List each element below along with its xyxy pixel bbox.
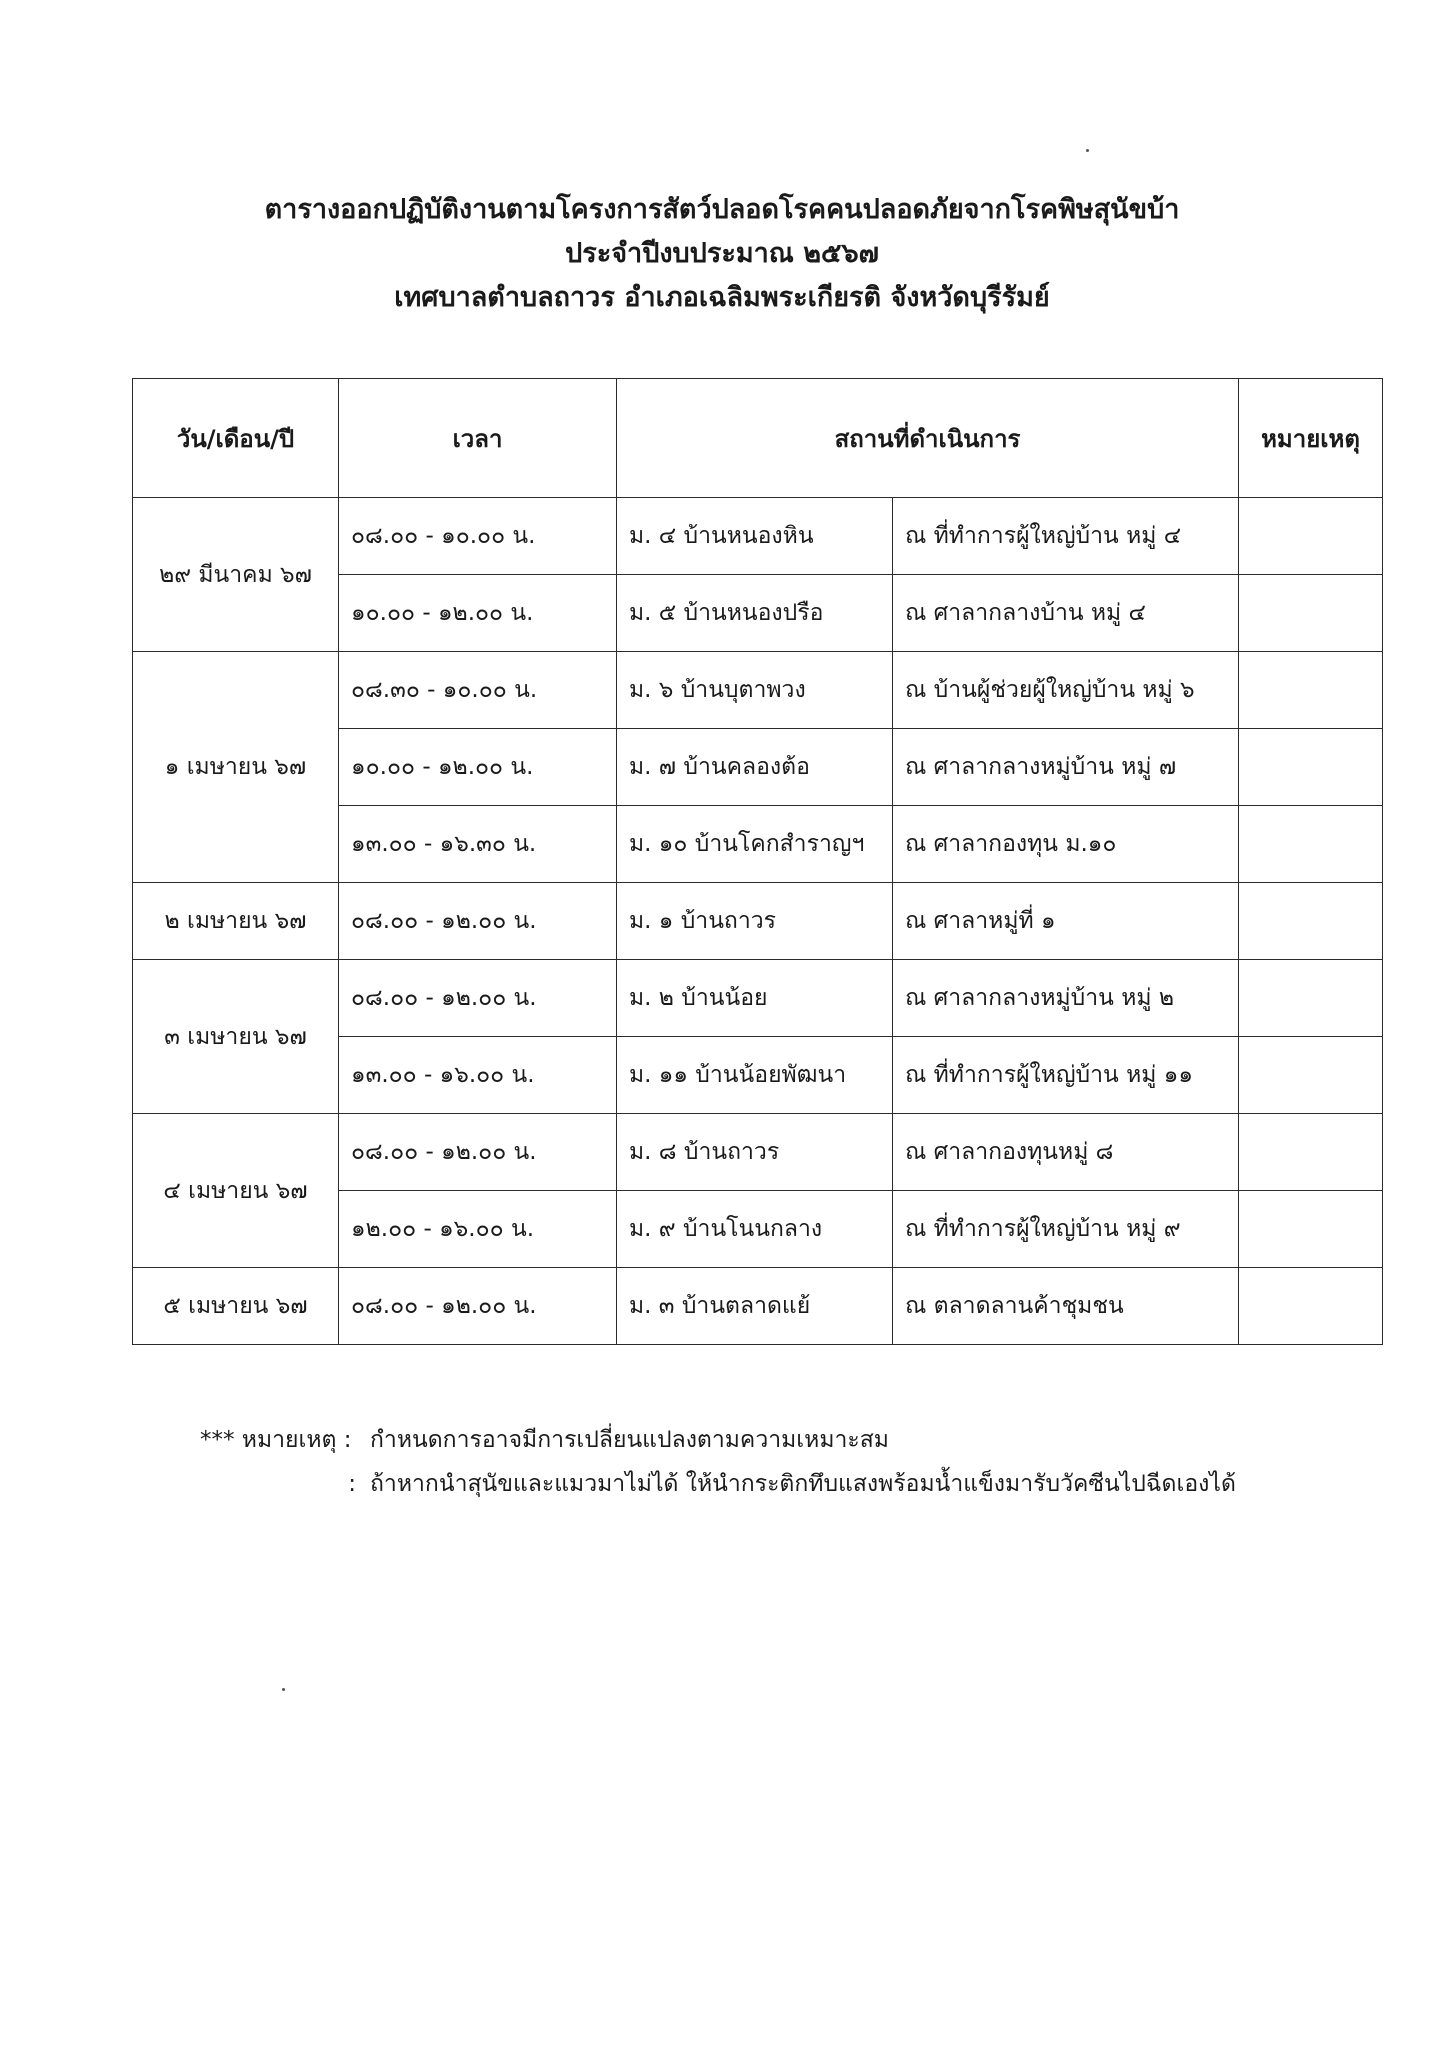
note-label: *** หมายเหตุ : (200, 1427, 352, 1453)
time-cell: ๐๘.๐๐ - ๑๒.๐๐ น. (339, 960, 617, 1037)
place-cell: ณ ที่ทำการผู้ใหญ่บ้าน หมู่ ๑๑ (893, 1037, 1239, 1114)
remark-cell (1239, 729, 1383, 806)
time-cell: ๐๘.๐๐ - ๑๒.๐๐ น. (339, 1114, 617, 1191)
place-cell: ณ บ้านผู้ช่วยผู้ใหญ่บ้าน หมู่ ๖ (893, 652, 1239, 729)
title-line-1: ตารางออกปฏิบัติงานตามโครงการสัตว์ปลอดโรคคนปลอดภัยจากโรคพิษสุนัขบ้า (264, 194, 1180, 225)
remark-cell (1239, 652, 1383, 729)
table-header-row (133, 379, 1383, 498)
village-cell: ม. ๔ บ้านหนองหิน (617, 498, 893, 575)
note-row (200, 1418, 1236, 1462)
header-location: สถานที่ดำเนินการ (617, 379, 1239, 498)
table-row (133, 652, 1383, 729)
remark-cell (1239, 883, 1383, 960)
header-date: วัน/เดือน/ปี (133, 379, 339, 498)
place-cell: ณ ศาลากลางบ้าน หมู่ ๔ (893, 575, 1239, 652)
village-cell: ม. ๑ บ้านถาวร (617, 883, 893, 960)
village-cell: ม. ๘ บ้านถาวร (617, 1114, 893, 1191)
note-label: : (348, 1471, 356, 1497)
scan-speck (1086, 149, 1089, 152)
title-line-2: ประจำปีงบประมาณ ๒๕๖๗ (565, 238, 879, 269)
remark-cell (1239, 1114, 1383, 1191)
time-cell: ๑๐.๐๐ - ๑๒.๐๐ น. (339, 575, 617, 652)
village-cell: ม. ๗ บ้านคลองต้อ (617, 729, 893, 806)
village-cell: ม. ๒ บ้านน้อย (617, 960, 893, 1037)
time-cell: ๐๘.๓๐ - ๑๐.๐๐ น. (339, 652, 617, 729)
place-cell: ณ ศาลากองทุนหมู่ ๘ (893, 1114, 1239, 1191)
time-cell: ๑๓.๐๐ - ๑๖.๐๐ น. (339, 1037, 617, 1114)
remark-cell (1239, 1191, 1383, 1268)
place-cell: ณ ศาลาหมู่ที่ ๑ (893, 883, 1239, 960)
place-cell: ณ ศาลากองทุน ม.๑๐ (893, 806, 1239, 883)
village-cell: ม. ๕ บ้านหนองปรือ (617, 575, 893, 652)
header-remark: หมายเหตุ (1239, 379, 1383, 498)
date-cell: ๕ เมษายน ๖๗ (133, 1268, 339, 1345)
place-cell: ณ ที่ทำการผู้ใหญ่บ้าน หมู่ ๙ (893, 1191, 1239, 1268)
table-row (133, 883, 1383, 960)
place-cell: ณ ศาลากลางหมู่บ้าน หมู่ ๒ (893, 960, 1239, 1037)
remark-cell (1239, 960, 1383, 1037)
table-row (133, 498, 1383, 575)
place-cell: ณ ตลาดลานค้าชุมชน (893, 1268, 1239, 1345)
time-cell: ๑๐.๐๐ - ๑๒.๐๐ น. (339, 729, 617, 806)
table-row (133, 1268, 1383, 1345)
date-cell: ๓ เมษายน ๖๗ (133, 960, 339, 1114)
time-cell: ๑๓.๐๐ - ๑๖.๓๐ น. (339, 806, 617, 883)
place-cell: ณ ที่ทำการผู้ใหญ่บ้าน หมู่ ๔ (893, 498, 1239, 575)
note-text: กำหนดการอาจมีการเปลี่ยนแปลงตามความเหมาะสม (370, 1427, 889, 1453)
village-cell: ม. ๙ บ้านโนนกลาง (617, 1191, 893, 1268)
remark-cell (1239, 806, 1383, 883)
notes-section (200, 1418, 1236, 1506)
note-row (200, 1462, 1236, 1506)
place-cell: ณ ศาลากลางหมู่บ้าน หมู่ ๗ (893, 729, 1239, 806)
table-row (133, 1114, 1383, 1191)
remark-cell (1239, 498, 1383, 575)
header-time: เวลา (339, 379, 617, 498)
village-cell: ม. ๓ บ้านตลาดแย้ (617, 1268, 893, 1345)
time-cell: ๑๒.๐๐ - ๑๖.๐๐ น. (339, 1191, 617, 1268)
schedule-table (132, 378, 1383, 1345)
village-cell: ม. ๑๑ บ้านน้อยพัฒนา (617, 1037, 893, 1114)
table-row (133, 960, 1383, 1037)
title-line-3: เทศบาลตำบลถาวร อำเภอเฉลิมพระเกียรติ จังหวัดบุรีรัมย์ (394, 282, 1050, 313)
date-cell: ๑ เมษายน ๖๗ (133, 652, 339, 883)
date-cell: ๒ เมษายน ๖๗ (133, 883, 339, 960)
table-body (133, 498, 1383, 1345)
remark-cell (1239, 575, 1383, 652)
remark-cell (1239, 1037, 1383, 1114)
date-cell: ๒๙ มีนาคม ๖๗ (133, 498, 339, 652)
village-cell: ม. ๑๐ บ้านโคกสำราญฯ (617, 806, 893, 883)
time-cell: ๐๘.๐๐ - ๑๒.๐๐ น. (339, 1268, 617, 1345)
date-cell: ๔ เมษายน ๖๗ (133, 1114, 339, 1268)
time-cell: ๐๘.๐๐ - ๑๒.๐๐ น. (339, 883, 617, 960)
remark-cell (1239, 1268, 1383, 1345)
time-cell: ๐๘.๐๐ - ๑๐.๐๐ น. (339, 498, 617, 575)
scan-speck (282, 1688, 285, 1691)
village-cell: ม. ๖ บ้านบุตาพวง (617, 652, 893, 729)
document-title (0, 188, 1444, 320)
note-text: ถ้าหากนำสุนัขและแมวมาไม่ได้ ให้นำกระติกทึบแสงพร้อมน้ำแข็งมารับวัคซีนไปฉีดเองได้ (370, 1471, 1236, 1497)
